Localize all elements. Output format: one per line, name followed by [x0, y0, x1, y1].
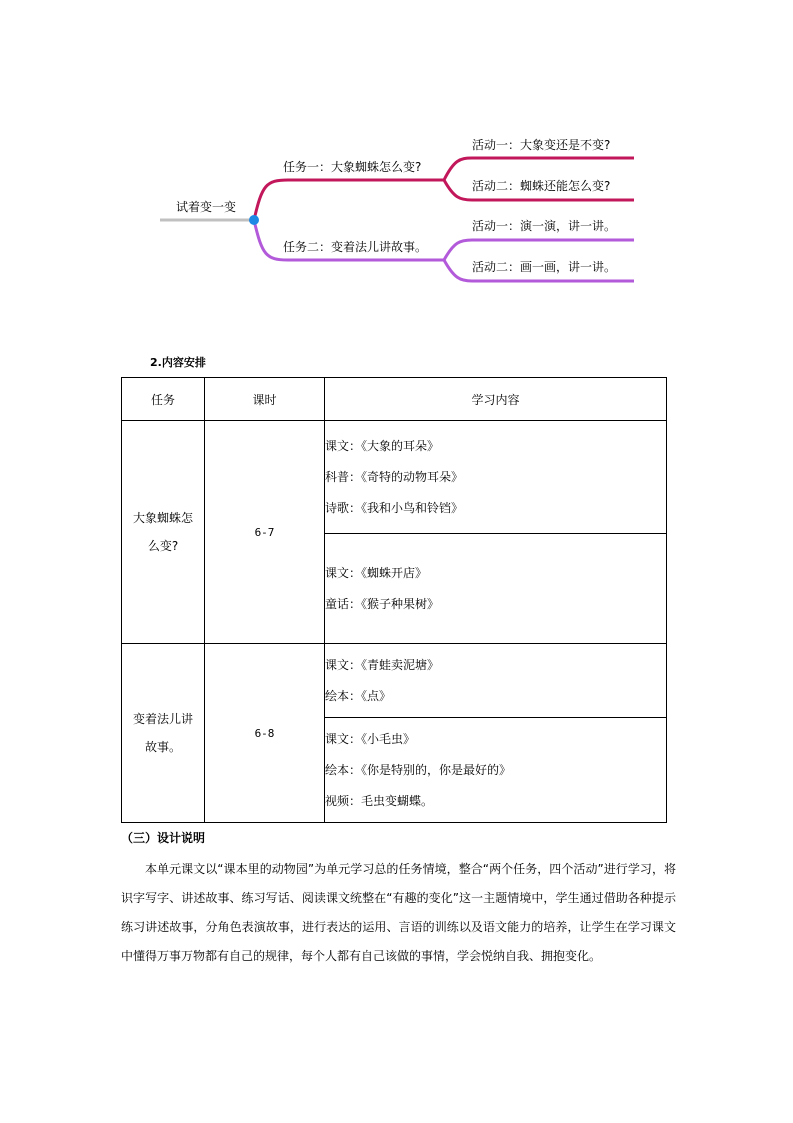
task-cell: 大象蜘蛛怎么变? — [122, 421, 205, 644]
section3-heading: （三）设计说明 — [121, 831, 206, 845]
content-line: 绘本：《你是特别的，你是最好的》 — [325, 762, 512, 777]
mindmap-b1-activity2: 活动二：蜘蛛还能怎么变? — [472, 179, 611, 193]
branch1-activity1-curve — [444, 158, 634, 180]
table-row — [122, 644, 667, 718]
content-line: 童话：《猴子种果树》 — [325, 596, 440, 611]
content-line: 视频：毛虫变蝴蝶。 — [325, 793, 434, 808]
content-table — [121, 377, 667, 823]
content-line: 课文：《青蛙卖泥塘》 — [325, 657, 440, 672]
table-header-row — [122, 378, 667, 421]
root-node — [249, 215, 259, 225]
header-hours: 课时 — [205, 378, 325, 421]
content-block — [325, 644, 667, 718]
content-line: 课文：《小毛虫》 — [325, 731, 416, 746]
content-line: 课文：《蜘蛛开店》 — [325, 565, 428, 580]
header-task: 任务 — [122, 378, 205, 421]
content-line: 绘本：《点》 — [325, 688, 392, 703]
task-cell: 变着法儿讲故事。 — [122, 644, 205, 823]
section2-heading: 2.内容安排 — [150, 356, 206, 369]
hours-cell: 6-7 — [205, 421, 325, 644]
content-line: 科普：《奇特的动物耳朵》 — [325, 469, 464, 484]
mindmap-branch1-label: 任务一：大象蜘蛛怎么变? — [283, 160, 422, 174]
mindmap-b2-activity1: 活动一：演一演，讲一讲。 — [472, 219, 617, 233]
content-line: 诗歌：《我和小鸟和铃铛》 — [325, 500, 464, 515]
branch1-curve — [254, 180, 444, 220]
mindmap-b1-activity1: 活动一：大象变还是不变? — [472, 138, 611, 152]
table-row — [122, 421, 667, 534]
hours-cell: 6-8 — [205, 644, 325, 823]
content-block — [325, 718, 667, 823]
design-paragraph: 本单元课文以“课本里的动物园”为单元学习总的任务情境，整合“两个任务，四个活动”进行学习，将识字写字、讲述故事、练习写话、阅读课文统整在“有趣的变化”这一主题情境中，学生通过借助各种提示练习讲述故事，分角色表演故事，进行表达的运用、言语的训练以及语文能力的培养，让学生在学习课文中懂得万事万物都有自己的规律，每个人都有自己该做的事情，学会悦纳自我、拥抱变化。 — [121, 862, 676, 963]
header-content: 学习内容 — [325, 378, 667, 421]
content-block — [325, 421, 667, 534]
mindmap-b2-activity2: 活动二：画一画，讲一讲。 — [472, 260, 617, 274]
content-block — [325, 534, 667, 644]
content-line: 课文：《大象的耳朵》 — [325, 438, 440, 453]
branch2-activity1-curve — [444, 240, 634, 260]
mindmap-branch2-label: 任务二：变着法儿讲故事。 — [283, 240, 428, 254]
mindmap-root-label: 试着变一变 — [176, 200, 237, 214]
